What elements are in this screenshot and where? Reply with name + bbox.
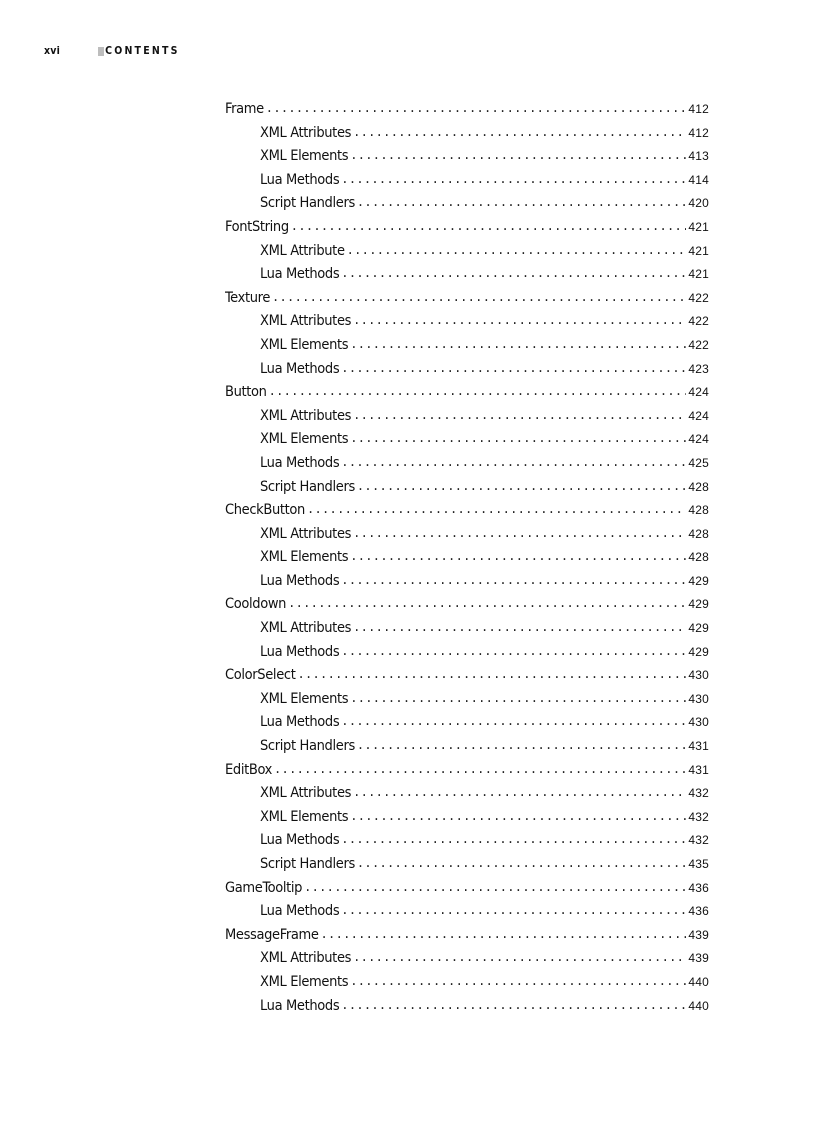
toc-entry-title: Frame bbox=[225, 101, 264, 117]
dot-leader bbox=[339, 169, 686, 192]
toc-subsection-entry bbox=[225, 735, 709, 759]
toc-entry-page: 412 bbox=[688, 102, 709, 116]
toc-subsection-entry bbox=[225, 145, 709, 169]
toc-entry-title: XML Elements bbox=[260, 973, 349, 990]
toc-entry-page: 422 bbox=[688, 337, 709, 352]
toc-entry-page: 428 bbox=[688, 503, 709, 518]
toc-entry-title: XML Attributes bbox=[260, 313, 352, 330]
toc-subsection-entry bbox=[225, 995, 709, 1019]
dot-leader bbox=[339, 995, 686, 1018]
toc-subsection-entry bbox=[225, 169, 709, 193]
toc-entry-title: Button bbox=[225, 384, 267, 401]
dot-leader bbox=[264, 98, 687, 121]
toc-entry-title: XML Attributes bbox=[260, 785, 352, 802]
toc-subsection-entry bbox=[225, 617, 709, 641]
dot-leader bbox=[339, 570, 686, 593]
dot-leader bbox=[348, 688, 686, 711]
toc-entry-page: 421 bbox=[688, 243, 709, 258]
toc-subsection-entry bbox=[225, 358, 709, 382]
toc-entry-title: Cooldown bbox=[225, 596, 287, 613]
toc-subsection-entry bbox=[225, 452, 709, 476]
toc-entry-page: 430 bbox=[688, 668, 709, 683]
dot-leader bbox=[355, 853, 686, 876]
toc-entry-title: XML Attributes bbox=[260, 620, 352, 637]
toc-entry-title: XML Elements bbox=[260, 549, 349, 566]
toc-subsection-entry bbox=[225, 122, 709, 146]
dot-leader bbox=[289, 216, 687, 239]
dot-leader bbox=[295, 664, 686, 687]
toc-entry-title: XML Attributes bbox=[260, 525, 352, 542]
toc-entry-title: Lua Methods bbox=[260, 572, 340, 589]
dot-leader bbox=[339, 263, 686, 286]
toc-section-entry bbox=[225, 499, 709, 523]
dot-leader bbox=[348, 971, 686, 994]
toc-section-entry bbox=[225, 381, 709, 405]
toc-entry-page: 432 bbox=[688, 833, 709, 848]
table-of-contents bbox=[225, 98, 709, 1018]
toc-entry-title: CheckButton bbox=[225, 502, 305, 519]
toc-entry-page: 413 bbox=[688, 149, 709, 164]
dot-leader bbox=[339, 358, 686, 381]
toc-entry-title: XML Elements bbox=[260, 431, 349, 448]
toc-subsection-entry bbox=[225, 806, 709, 830]
toc-subsection-entry bbox=[225, 570, 709, 594]
dot-leader bbox=[355, 476, 686, 499]
toc-entry-page: 430 bbox=[688, 715, 709, 730]
toc-entry-title: Texture bbox=[225, 289, 270, 306]
toc-section-entry bbox=[225, 593, 709, 617]
dot-leader bbox=[272, 759, 686, 782]
dot-leader bbox=[348, 145, 686, 168]
toc-subsection-entry bbox=[225, 641, 709, 665]
toc-entry-title: Lua Methods bbox=[260, 266, 340, 283]
dot-leader bbox=[348, 546, 686, 569]
dot-leader bbox=[339, 829, 686, 852]
toc-entry-page: 429 bbox=[688, 597, 709, 612]
toc-entry-title: XML Attributes bbox=[260, 124, 352, 141]
toc-entry-title: Lua Methods bbox=[260, 360, 340, 377]
toc-subsection-entry bbox=[225, 829, 709, 853]
toc-entry-page: 431 bbox=[688, 762, 709, 777]
dot-leader bbox=[319, 924, 687, 947]
toc-entry-title: XML Elements bbox=[260, 690, 349, 707]
dot-leader bbox=[351, 523, 686, 546]
toc-entry-page: 435 bbox=[688, 857, 709, 871]
toc-entry-title: MessageFrame bbox=[225, 926, 319, 943]
dot-leader bbox=[348, 428, 686, 451]
toc-entry-title: XML Elements bbox=[260, 148, 349, 165]
toc-subsection-entry bbox=[225, 853, 709, 877]
toc-entry-title: Lua Methods bbox=[260, 714, 340, 731]
toc-entry-page: 440 bbox=[688, 974, 709, 989]
toc-subsection-entry bbox=[225, 263, 709, 287]
toc-entry-page: 424 bbox=[688, 432, 709, 447]
dot-leader bbox=[339, 900, 686, 923]
toc-subsection-entry bbox=[225, 192, 709, 216]
dot-leader bbox=[351, 122, 686, 145]
dot-leader bbox=[302, 877, 686, 900]
dot-leader bbox=[348, 334, 686, 357]
dot-leader bbox=[351, 617, 686, 640]
toc-entry-page: 428 bbox=[688, 479, 709, 494]
toc-section-entry bbox=[225, 287, 709, 311]
toc-entry-title: XML Attributes bbox=[260, 950, 352, 967]
toc-entry-title: Lua Methods bbox=[260, 643, 340, 660]
toc-section-entry bbox=[225, 664, 709, 688]
toc-entry-page: 421 bbox=[688, 267, 709, 282]
toc-entry-page: 429 bbox=[688, 573, 709, 588]
dot-leader bbox=[286, 593, 686, 616]
toc-entry-title: ColorSelect bbox=[225, 667, 296, 684]
toc-entry-title: EditBox bbox=[225, 761, 273, 778]
toc-entry-page: 424 bbox=[688, 385, 709, 400]
toc-entry-title: GameTooltip bbox=[225, 879, 303, 896]
toc-entry-title: Script Handlers bbox=[260, 738, 355, 755]
dot-leader bbox=[345, 240, 687, 263]
toc-entry-page: 422 bbox=[688, 290, 709, 305]
toc-section-entry bbox=[225, 924, 709, 948]
toc-section-entry bbox=[225, 759, 709, 783]
toc-entry-page: 424 bbox=[688, 408, 709, 423]
toc-entry-page: 429 bbox=[688, 644, 709, 659]
dot-leader bbox=[339, 452, 686, 475]
toc-subsection-entry bbox=[225, 688, 709, 712]
toc-subsection-entry bbox=[225, 240, 709, 264]
toc-subsection-entry bbox=[225, 523, 709, 547]
toc-entry-page: 428 bbox=[688, 526, 709, 541]
dot-leader bbox=[355, 735, 686, 758]
toc-subsection-entry bbox=[225, 947, 709, 971]
dot-leader bbox=[339, 641, 686, 664]
toc-subsection-entry bbox=[225, 711, 709, 735]
dot-leader bbox=[305, 499, 686, 522]
dot-leader bbox=[267, 381, 687, 404]
toc-subsection-entry bbox=[225, 546, 709, 570]
toc-entry-page: 436 bbox=[688, 880, 709, 895]
toc-entry-page: 439 bbox=[688, 927, 709, 942]
dot-leader bbox=[270, 287, 686, 310]
page-number: xvi bbox=[44, 45, 61, 57]
header-marker bbox=[98, 47, 104, 56]
toc-entry-title: XML Attribute bbox=[260, 242, 345, 259]
toc-subsection-entry bbox=[225, 310, 709, 334]
toc-subsection-entry bbox=[225, 334, 709, 358]
toc-subsection-entry bbox=[225, 405, 709, 429]
toc-entry-page: 432 bbox=[688, 786, 709, 801]
toc-entry-title: Lua Methods bbox=[260, 997, 340, 1014]
toc-entry-page: 432 bbox=[688, 809, 709, 824]
toc-entry-page: 440 bbox=[688, 998, 709, 1013]
toc-entry-title: Lua Methods bbox=[260, 832, 340, 849]
toc-entry-title: XML Elements bbox=[260, 808, 349, 825]
dot-leader bbox=[339, 711, 686, 734]
toc-entry-page: 412 bbox=[688, 125, 709, 140]
dot-leader bbox=[355, 192, 686, 215]
toc-entry-page: 439 bbox=[688, 951, 709, 966]
toc-entry-title: FontString bbox=[225, 218, 289, 235]
toc-entry-page: 429 bbox=[688, 621, 709, 636]
toc-section-entry bbox=[225, 216, 709, 240]
toc-subsection-entry bbox=[225, 900, 709, 924]
toc-entry-title: Script Handlers bbox=[260, 856, 355, 872]
toc-entry-title: Lua Methods bbox=[260, 171, 340, 188]
toc-entry-page: 436 bbox=[688, 904, 709, 919]
dot-leader bbox=[351, 947, 686, 970]
toc-subsection-entry bbox=[225, 428, 709, 452]
toc-entry-page: 423 bbox=[688, 361, 709, 376]
toc-entry-title: Lua Methods bbox=[260, 454, 340, 471]
dot-leader bbox=[351, 782, 686, 805]
running-head bbox=[44, 44, 180, 58]
toc-entry-page: 421 bbox=[688, 219, 709, 234]
toc-entry-title: Script Handlers bbox=[260, 195, 355, 212]
toc-entry-page: 428 bbox=[688, 550, 709, 565]
toc-entry-page: 422 bbox=[688, 314, 709, 329]
toc-subsection-entry bbox=[225, 782, 709, 806]
toc-entry-page: 425 bbox=[688, 455, 709, 470]
toc-entry-page: 420 bbox=[688, 196, 709, 211]
dot-leader bbox=[351, 310, 686, 333]
toc-subsection-entry bbox=[225, 971, 709, 995]
toc-section-entry bbox=[225, 98, 709, 122]
toc-entry-title: Script Handlers bbox=[260, 478, 355, 495]
section-title: CONTENTS bbox=[105, 45, 180, 57]
toc-section-entry bbox=[225, 877, 709, 901]
toc-entry-page: 431 bbox=[688, 739, 709, 754]
dot-leader bbox=[351, 405, 686, 428]
toc-entry-title: Lua Methods bbox=[260, 903, 340, 920]
toc-entry-title: XML Elements bbox=[260, 336, 349, 353]
toc-entry-page: 414 bbox=[688, 172, 709, 187]
toc-subsection-entry bbox=[225, 476, 709, 500]
toc-entry-title: XML Attributes bbox=[260, 407, 352, 424]
dot-leader bbox=[348, 806, 686, 829]
toc-entry-page: 430 bbox=[688, 691, 709, 706]
